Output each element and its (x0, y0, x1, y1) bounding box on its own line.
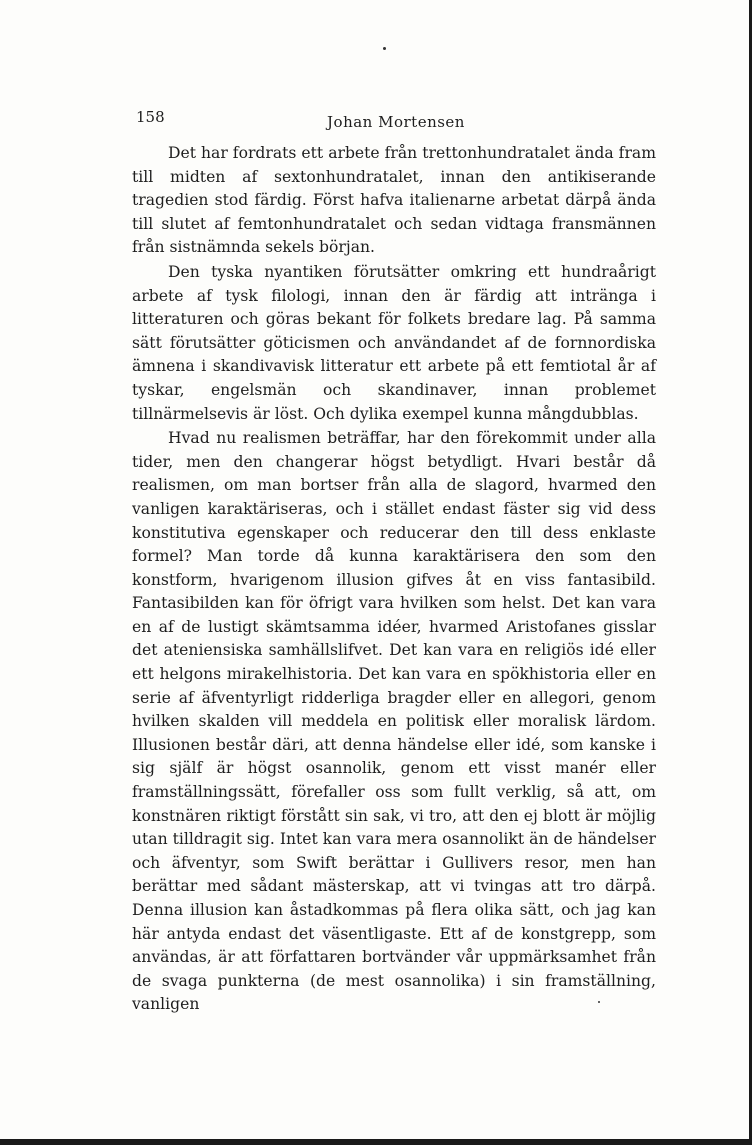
ink-speck (383, 47, 386, 50)
paragraph: Den tyska nyantiken förutsätter omkring ett hundraårigt arbete af tysk filologi, innan den är färdig att intränga i litteraturen och göras bekant för folkets bredare lag. På samma sätt förutsätter göticismen och användandet af de fornnordiska ämnena i skandivavisk litteratur ett arbete på ett femtiotal år af tyskar, engelsmän och skandinaver, innan problemet tillnärmelsevis är löst. Och dylika exempel kunna mångdubblas. (132, 262, 656, 423)
paragraph: Hvad nu realismen beträffar, har den förekommit under alla tider, men den changerar högst betydligt. Hvari består då realismen, om man bortser från alla de slagord, hvarmed den vanligen karaktäriseras, och i stället endast fäster sig vid dess konstitutiva egenskaper och reducerar den till dess enklaste formel? Man torde då kunna karaktärisera den som den konstform, hvarigenom illusion gifves åt en viss fantasibild. Fantasibilden kan för öfrigt vara hvilken som helst. Det kan vara en af de lustigt skämtsamma idéer, hvarmed Aristofanes gisslar det ateniensiska samhällslifvet. Det kan vara en religiös idé eller ett helgons mirakelhistoria. Det kan vara en spökhistoria eller en serie af äfventyrligt ridderliga bragder eller en allegori, genom hvilken skalden vill meddela en politisk eller moralisk lärdom. Illusionen består däri, att denna händelse eller idé, som kanske i sig själf är högst osannolik, genom ett visst manér eller framställningssätt, förefaller oss som fullt verklig, så att, om konstnären riktigt förstått sin sak, vi tro, att den ej blott är möjlig utan tilldragit sig. Intet kan vara mera osannolikt än de händelser och äfventyr, som Swift berättar i Gullivers resor, men han berättar med sådant mästerskap, att vi tvingas att tro därpå. Denna illusion kan åstadkommas på flera olika sätt, och jag kan här antyda endast det väsentligaste. Ett af de konstgrepp, som användas, är att författaren bortvänder vår uppmärksamhet från de svaga punkterna (de mest osannolika) i sin framställning, vanligen (132, 429, 656, 1014)
body-text (132, 142, 656, 1017)
page-number: 158 (136, 108, 165, 126)
scan-edge-bottom (0, 1139, 752, 1145)
page-header (136, 108, 656, 132)
paragraph: Det har fordrats ett arbete från trettonhundratalet ända fram till midten af sextonhundratalet, innan den antikiserande tragedien stod färdig. Först hafva italienarne arbetat därpå ända till slutet af femtonhundratalet och sedan vidtaga fransmännen från sistnämnda sekels början. (132, 144, 656, 257)
running-head: Johan Mortensen (327, 113, 465, 131)
